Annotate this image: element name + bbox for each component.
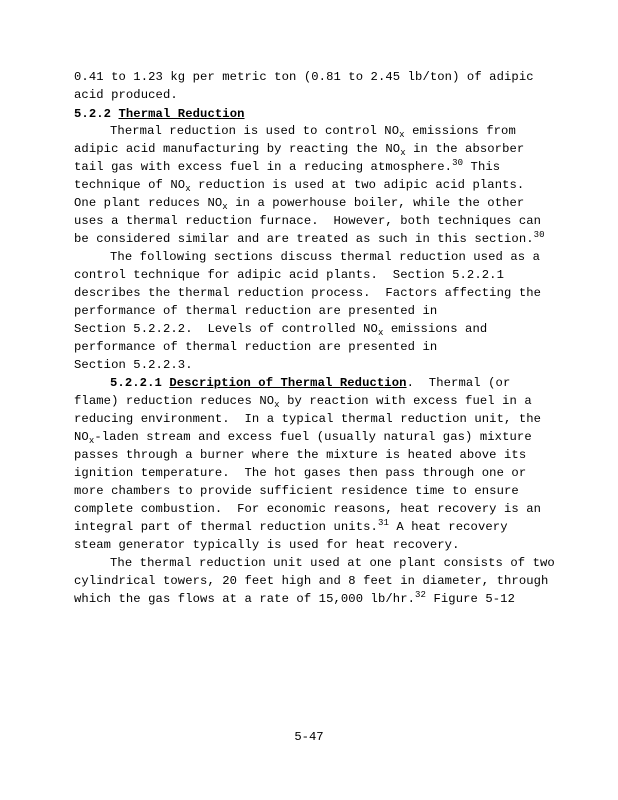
text-line xyxy=(74,302,437,320)
text-line xyxy=(110,248,540,266)
text-run: flame) reduction reduces NO xyxy=(74,394,275,408)
subscript: x xyxy=(222,202,228,212)
text-run: performance of thermal reduction are presented in xyxy=(74,340,438,354)
text-line xyxy=(74,590,515,608)
text-run: A heat recovery xyxy=(388,520,508,534)
text-run: -laden stream and excess fuel (usually natural gas) mixture xyxy=(94,430,532,444)
text-run: control technique for adipic acid plants. Section 5.2.2.1 xyxy=(74,268,504,282)
text-line xyxy=(74,410,541,428)
text-run: technique of NO xyxy=(74,178,186,192)
text-run: emissions and xyxy=(383,322,488,336)
text-run: passes through a burner where the mixture is heated above its xyxy=(74,448,527,462)
subscript: x xyxy=(400,148,406,158)
heading-title: Thermal Reduction xyxy=(118,107,245,121)
text-line xyxy=(74,446,526,464)
footnote-ref: 30 xyxy=(452,158,464,168)
text-run: Thermal reduction is used to control NO xyxy=(110,124,400,138)
text-line xyxy=(74,284,541,302)
text-run: by reaction with excess fuel in a xyxy=(279,394,532,408)
text-run: adipic acid manufacturing by reacting the NO xyxy=(74,142,401,156)
subscript: x xyxy=(88,436,95,446)
text-run: Section 5.2.2.2. Levels of controlled NO xyxy=(74,322,378,336)
text-run: describes the thermal reduction process. Factors affecting the xyxy=(74,286,542,300)
text-run: reduction is used at two adipic acid plants. xyxy=(190,178,525,192)
subscript: x xyxy=(274,400,280,410)
text-line xyxy=(74,230,545,248)
text-line xyxy=(74,140,524,158)
text-run: Figure 5-12 xyxy=(426,592,516,606)
text-line xyxy=(74,68,534,86)
heading-number: 5.2.2 xyxy=(74,107,119,121)
text-run: NO xyxy=(74,430,89,444)
subscript: x xyxy=(185,184,191,194)
text-line xyxy=(74,176,524,194)
text-line xyxy=(74,392,532,410)
text-run: in a powerhouse boiler, while the other xyxy=(227,196,525,210)
text-run: acid produced. xyxy=(74,88,178,102)
text-run: Section 5.2.2.3. xyxy=(74,358,193,372)
text-run: tail gas with excess fuel in a reducing atmosphere. xyxy=(74,160,453,174)
text-run: uses a thermal reduction furnace. However, both techniques can xyxy=(74,214,542,228)
subscript: x xyxy=(377,328,384,338)
text-run: be considered similar and are treated as such in this section. xyxy=(74,232,534,246)
page-number: 5-47 xyxy=(294,730,324,744)
text-line xyxy=(110,122,516,140)
text-run: steam generator typically is used for heat recovery. xyxy=(74,538,460,552)
text-line xyxy=(74,464,526,482)
text-run: in the absorber xyxy=(405,142,525,156)
text-run: cylindrical towers, 20 feet high and 8 feet in diameter, through xyxy=(74,574,549,588)
text-run: The following sections discuss thermal reduction used as a xyxy=(110,250,540,264)
subsection-heading xyxy=(110,374,510,392)
text-line xyxy=(74,86,178,104)
text-line xyxy=(74,518,508,536)
text-line xyxy=(74,428,532,446)
text-run: One plant reduces NO xyxy=(74,196,223,210)
text-line xyxy=(74,320,487,338)
text-line xyxy=(110,554,555,572)
text-line xyxy=(74,158,500,176)
text-line xyxy=(74,356,193,374)
text-line xyxy=(74,572,548,590)
text-run: ignition temperature. The hot gases then pass through one or xyxy=(74,466,527,480)
text-run: The thermal reduction unit used at one plant consists of two xyxy=(110,556,555,570)
text-run: . Thermal (or xyxy=(406,376,511,390)
text-line xyxy=(74,500,541,518)
text-run: more chambers to provide sufficient residence time to ensure xyxy=(74,484,519,498)
text-run: which the gas flows at a rate of 15,000 lb/hr. xyxy=(74,592,416,606)
text-run: 0.41 to 1.23 kg per metric ton (0.81 to 2.45 lb/ton) of adipic xyxy=(74,70,534,84)
subscript: x xyxy=(399,130,405,140)
footnote-ref: 31 xyxy=(377,518,389,528)
text-line xyxy=(74,536,460,554)
text-line xyxy=(74,482,519,500)
text-line xyxy=(74,212,541,230)
subsection-title: Description of Thermal Reduction xyxy=(169,376,407,390)
text-run: complete combustion. For economic reasons, heat recovery is an xyxy=(74,502,542,516)
subsection-number: 5.2.2.1 xyxy=(110,376,170,390)
text-run: This xyxy=(463,160,501,174)
text-run: performance of thermal reduction are presented in xyxy=(74,304,438,318)
footnote-ref: 30 xyxy=(533,230,545,240)
text-line xyxy=(74,338,437,356)
section-heading xyxy=(74,105,245,123)
text-run: integral part of thermal reduction units. xyxy=(74,520,378,534)
text-line xyxy=(74,266,504,284)
text-run: reducing environment. In a typical thermal reduction unit, the xyxy=(74,412,542,426)
text-run: emissions from xyxy=(404,124,516,138)
text-line xyxy=(74,194,524,212)
footnote-ref: 32 xyxy=(415,590,427,600)
